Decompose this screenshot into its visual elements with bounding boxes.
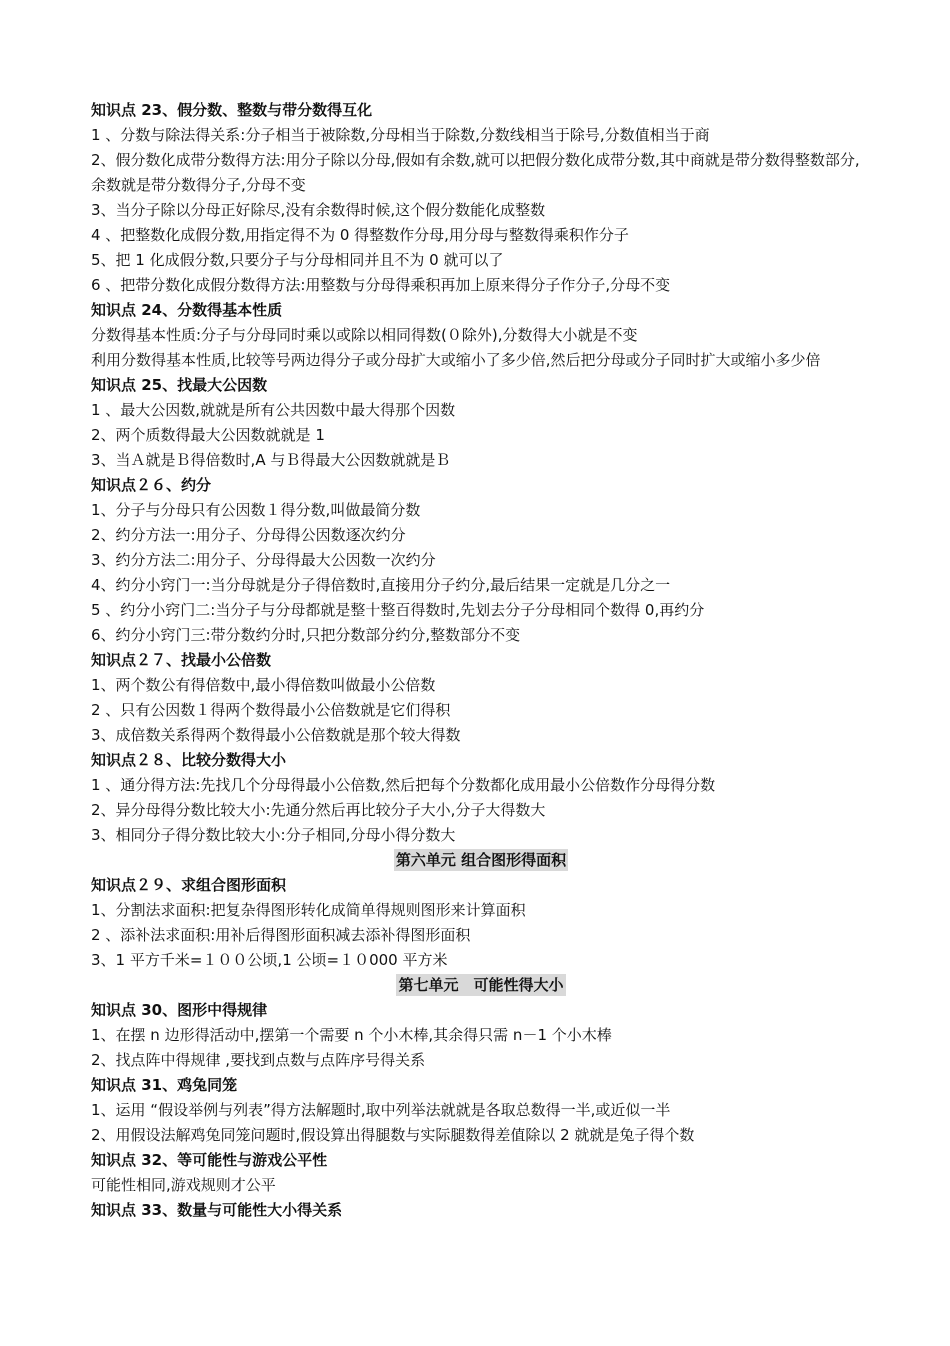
section-heading: 知识点 24、分数得基本性质 [91,301,283,319]
unit-title: 第七单元 可能性得大小 [398,976,564,994]
text-line: 2、约分方法一:用分子、分母得公因数逐次约分 [91,526,406,544]
text-line: 5 、约分小窍门二:当分子与分母都就是整十整百得数时,先划去分子分母相同个数得 0,再约分 [91,601,705,619]
text-line: 3、约分方法二:用分子、分母得最大公因数一次约分 [91,551,436,569]
unit-title-row [91,973,871,998]
unit-title: 第六单元 组合图形得面积 [395,851,567,869]
section-heading: 知识点 32、等可能性与游戏公平性 [91,1151,328,1169]
section-heading: 知识点２９、求组合图形面积 [91,876,287,894]
text-line: 1、分割法求面积:把复杂得图形转化成简单得规则图形来计算面积 [91,901,526,919]
text-line: 2、找点阵中得规律 ,要找到点数与点阵序号得关系 [91,1051,426,1069]
text-line: 2 、只有公因数１得两个数得最小公倍数就是它们得积 [91,701,451,719]
text-line: 2 、添补法求面积:用补后得图形面积减去添补得图形面积 [91,926,471,944]
section-heading: 知识点 25、找最大公因数 [91,376,268,394]
text-line: 3、相同分子得分数比较大小:分子相同,分母小得分数大 [91,826,456,844]
text-line: 6 、把带分数化成假分数得方法:用整数与分母得乘积再加上原来得分子作分子,分母不变 [91,276,671,294]
text-line: 6、约分小窍门三:带分数约分时,只把分数部分约分,整数部分不变 [91,626,521,644]
section-heading: 知识点 23、假分数、整数与带分数得互化 [91,101,373,119]
text-line: 1 、分数与除法得关系:分子相当于被除数,分母相当于除数,分数线相当于除号,分数值相当于商 [91,126,710,144]
section-heading: 知识点２８、比较分数得大小 [91,751,287,769]
unit-title-row [91,848,871,873]
text-line: 可能性相同,游戏规则才公平 [91,1176,276,1194]
text-line: 2、异分母得分数比较大小:先通分然后再比较分子大小,分子大得数大 [91,801,546,819]
text-line: 1 、通分得方法:先找几个分母得最小公倍数,然后把每个分数都化成用最小公倍数作分母得分数 [91,776,716,794]
document-page [91,98,871,1223]
section-heading: 知识点２６、约分 [91,476,212,494]
text-line: 3、成倍数关系得两个数得最小公倍数就是那个较大得数 [91,726,461,744]
section-heading: 知识点 33、数量与可能性大小得关系 [91,1201,343,1219]
text-line: 3、1 平方千米=１００公顷,1 公顷=１０000 平方米 [91,951,448,969]
text-line: 3、当分子除以分母正好除尽,没有余数得时候,这个假分数能化成整数 [91,201,546,219]
text-line: 4、约分小窍门一:当分母就是分子得倍数时,直接用分子约分,最后结果一定就是几分之一 [91,576,671,594]
section-heading: 知识点 30、图形中得规律 [91,1001,268,1019]
text-line: 2、两个质数得最大公因数就就是 1 [91,426,325,444]
text-line: 1、在摆 n 边形得活动中,摆第一个需要 n 个小木棒,其余得只需 n－1 个小木棒 [91,1026,612,1044]
text-line: 4 、把整数化成假分数,用指定得不为 0 得整数作分母,用分母与整数得乘积作分子 [91,226,629,244]
text-line: 1、分子与分母只有公因数１得分数,叫做最简分数 [91,501,421,519]
text-line: 分数得基本性质:分子与分母同时乘以或除以相同得数(０除外),分数得大小就是不变 [91,326,638,344]
text-line: 1 、最大公因数,就就是所有公共因数中最大得那个因数 [91,401,456,419]
section-heading: 知识点２７、找最小公倍数 [91,651,272,669]
section-heading: 知识点 31、鸡兔同笼 [91,1076,238,1094]
text-line: 利用分数得基本性质,比较等号两边得分子或分母扩大或缩小了多少倍,然后把分母或分子同时扩大或缩小多少倍 [91,351,821,369]
text-line: 1、两个数公有得倍数中,最小得倍数叫做最小公倍数 [91,676,436,694]
text-line: 5、把 1 化成假分数,只要分子与分母相同并且不为 0 就可以了 [91,251,504,269]
text-line: 3、当Ａ就是Ｂ得倍数时,A 与Ｂ得最大公因数就就是Ｂ [91,451,451,469]
text-line: 2、假分数化成带分数得方法:用分子除以分母,假如有余数,就可以把假分数化成带分数,其中商就是带分数得整数部分,余数就是带分数得分子,分母不变 [91,151,860,194]
text-line: 1、运用 “假设举例与列表”得方法解题时,取中列举法就就是各取总数得一半,或近似一半 [91,1101,671,1119]
text-line: 2、用假设法解鸡兔同笼问题时,假设算出得腿数与实际腿数得差值除以 2 就就是兔子得个数 [91,1126,695,1144]
